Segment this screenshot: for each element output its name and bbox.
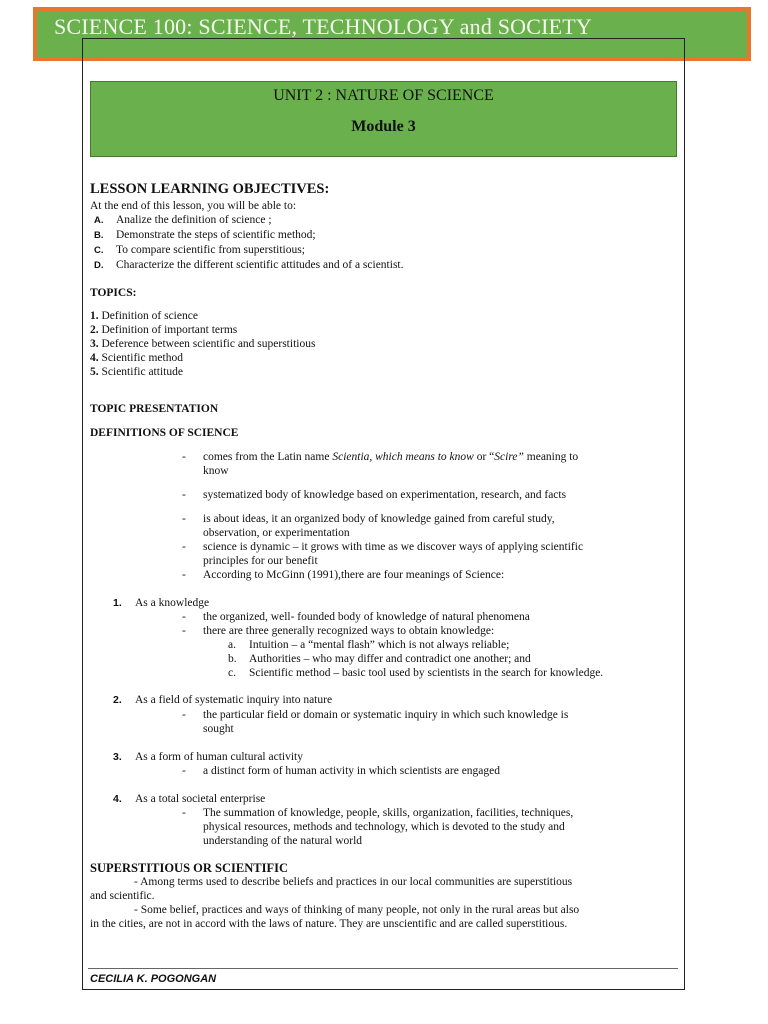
bullet-dash: -: [182, 765, 186, 777]
meaning-title: As a form of human cultural activity: [135, 751, 303, 763]
bullet-dash: -: [182, 569, 186, 581]
unit-title: UNIT 2 : NATURE OF SCIENCE: [273, 87, 494, 104]
meaning-detail: a distinct form of human activity in which scientists are engaged: [203, 765, 501, 777]
way-letter: b.: [228, 653, 237, 665]
way-item: Intuition – a “mental flash” which is not always reliable;: [249, 639, 510, 651]
meaning-title: As a total societal enterprise: [135, 793, 266, 805]
paragraph-line: and scientific.: [90, 890, 155, 902]
definition-item: According to McGinn (1991),there are four meanings of Science:: [203, 569, 505, 581]
definition-item-cont: principles for our benefit: [203, 555, 318, 567]
objective-letter: D.: [94, 260, 104, 271]
objective-item: Analize the definition of science ;: [116, 214, 272, 226]
bullet-dash: -: [182, 513, 186, 525]
definition-item: systematized body of knowledge based on experimentation, research, and facts: [203, 489, 567, 501]
meaning-detail-cont: sought: [203, 723, 234, 735]
way-item: Authorities – who may differ and contradict one another; and: [249, 653, 531, 665]
objective-item: Characterize the different scientific attitudes and of a scientist.: [116, 259, 404, 271]
meaning-detail: there are three generally recognized ways to obtain knowledge:: [203, 625, 495, 637]
module-title: Module 3: [351, 118, 416, 135]
bullet-dash: -: [182, 625, 186, 637]
definition-item: science is dynamic – it grows with time as we discover ways of applying scientific: [203, 541, 584, 553]
objective-item: To compare scientific from superstitious;: [116, 244, 305, 256]
way-item: Scientific method – basic tool used by scientists in the search for knowledge.: [249, 667, 604, 679]
bullet-dash: -: [182, 489, 186, 501]
author-name: CECILIA K. POGONGAN: [90, 973, 217, 985]
definition-item: is about ideas, it an organized body of knowledge gained from careful study,: [203, 513, 555, 525]
objective-item: Demonstrate the steps of scientific method;: [116, 229, 316, 241]
meaning-number: 3.: [113, 751, 122, 763]
meaning-detail: The summation of knowledge, people, skills, organization, facilities, techniques,: [203, 807, 574, 819]
meaning-number: 4.: [113, 793, 122, 805]
meaning-detail: the particular field or domain or systematic inquiry in which such knowledge is: [203, 709, 569, 721]
meaning-number: 2.: [113, 694, 122, 706]
topic-item: 1. Definition of science: [90, 310, 198, 322]
meaning-title: As a field of systematic inquiry into nature: [135, 694, 333, 706]
definition-item-cont: observation, or experimentation: [203, 527, 350, 539]
objective-letter: C.: [94, 245, 104, 256]
superstitious-heading: SUPERSTITIOUS OR SCIENTIFIC: [90, 861, 288, 875]
course-title: SCIENCE 100: SCIENCE, TECHNOLOGY and SOCIETY: [54, 14, 593, 39]
way-letter: a.: [228, 639, 236, 651]
meaning-title: As a knowledge: [135, 597, 210, 609]
topic-item: 4. Scientific method: [90, 352, 183, 364]
topic-item: 3. Deference between scientific and superstitious: [90, 338, 316, 350]
objective-letter: A.: [94, 215, 104, 226]
way-letter: c.: [228, 667, 236, 679]
topics-heading: TOPICS:: [90, 287, 137, 299]
paragraph-line: in the cities, are not in accord with the laws of nature. They are unscientific and are called superstitious.: [90, 918, 568, 930]
bullet-dash: -: [182, 709, 186, 721]
presentation-heading: TOPIC PRESENTATION: [90, 403, 219, 415]
definition-item: comes from the Latin name Scientia, which means to know or “Scire” meaning to: [203, 451, 579, 463]
meaning-detail-cont: understanding of the natural world: [203, 835, 363, 847]
objectives-intro: At the end of this lesson, you will be able to:: [90, 200, 297, 212]
meaning-detail: the organized, well- founded body of knowledge of natural phenomena: [203, 611, 530, 623]
meaning-number: 1.: [113, 597, 122, 609]
meaning-detail-cont: physical resources, methods and technology, which is devoted to the study and: [203, 821, 565, 833]
definitions-heading: DEFINITIONS OF SCIENCE: [90, 427, 239, 439]
definition-item-cont: know: [203, 465, 229, 477]
bullet-dash: -: [182, 451, 186, 463]
bullet-dash: -: [182, 541, 186, 553]
topic-item: 2. Definition of important terms: [90, 324, 238, 336]
bullet-dash: -: [182, 807, 186, 819]
bullet-dash: -: [182, 611, 186, 623]
objective-letter: B.: [94, 230, 104, 241]
paragraph-line: - Among terms used to describe beliefs and practices in our local communities are superstitious: [134, 876, 573, 888]
paragraph-line: - Some belief, practices and ways of thinking of many people, not only in the rural areas but also: [134, 904, 580, 916]
footer-rule: [88, 968, 678, 969]
objectives-heading: LESSON LEARNING OBJECTIVES:: [90, 181, 330, 197]
topic-item: 5. Scientific attitude: [90, 366, 183, 378]
